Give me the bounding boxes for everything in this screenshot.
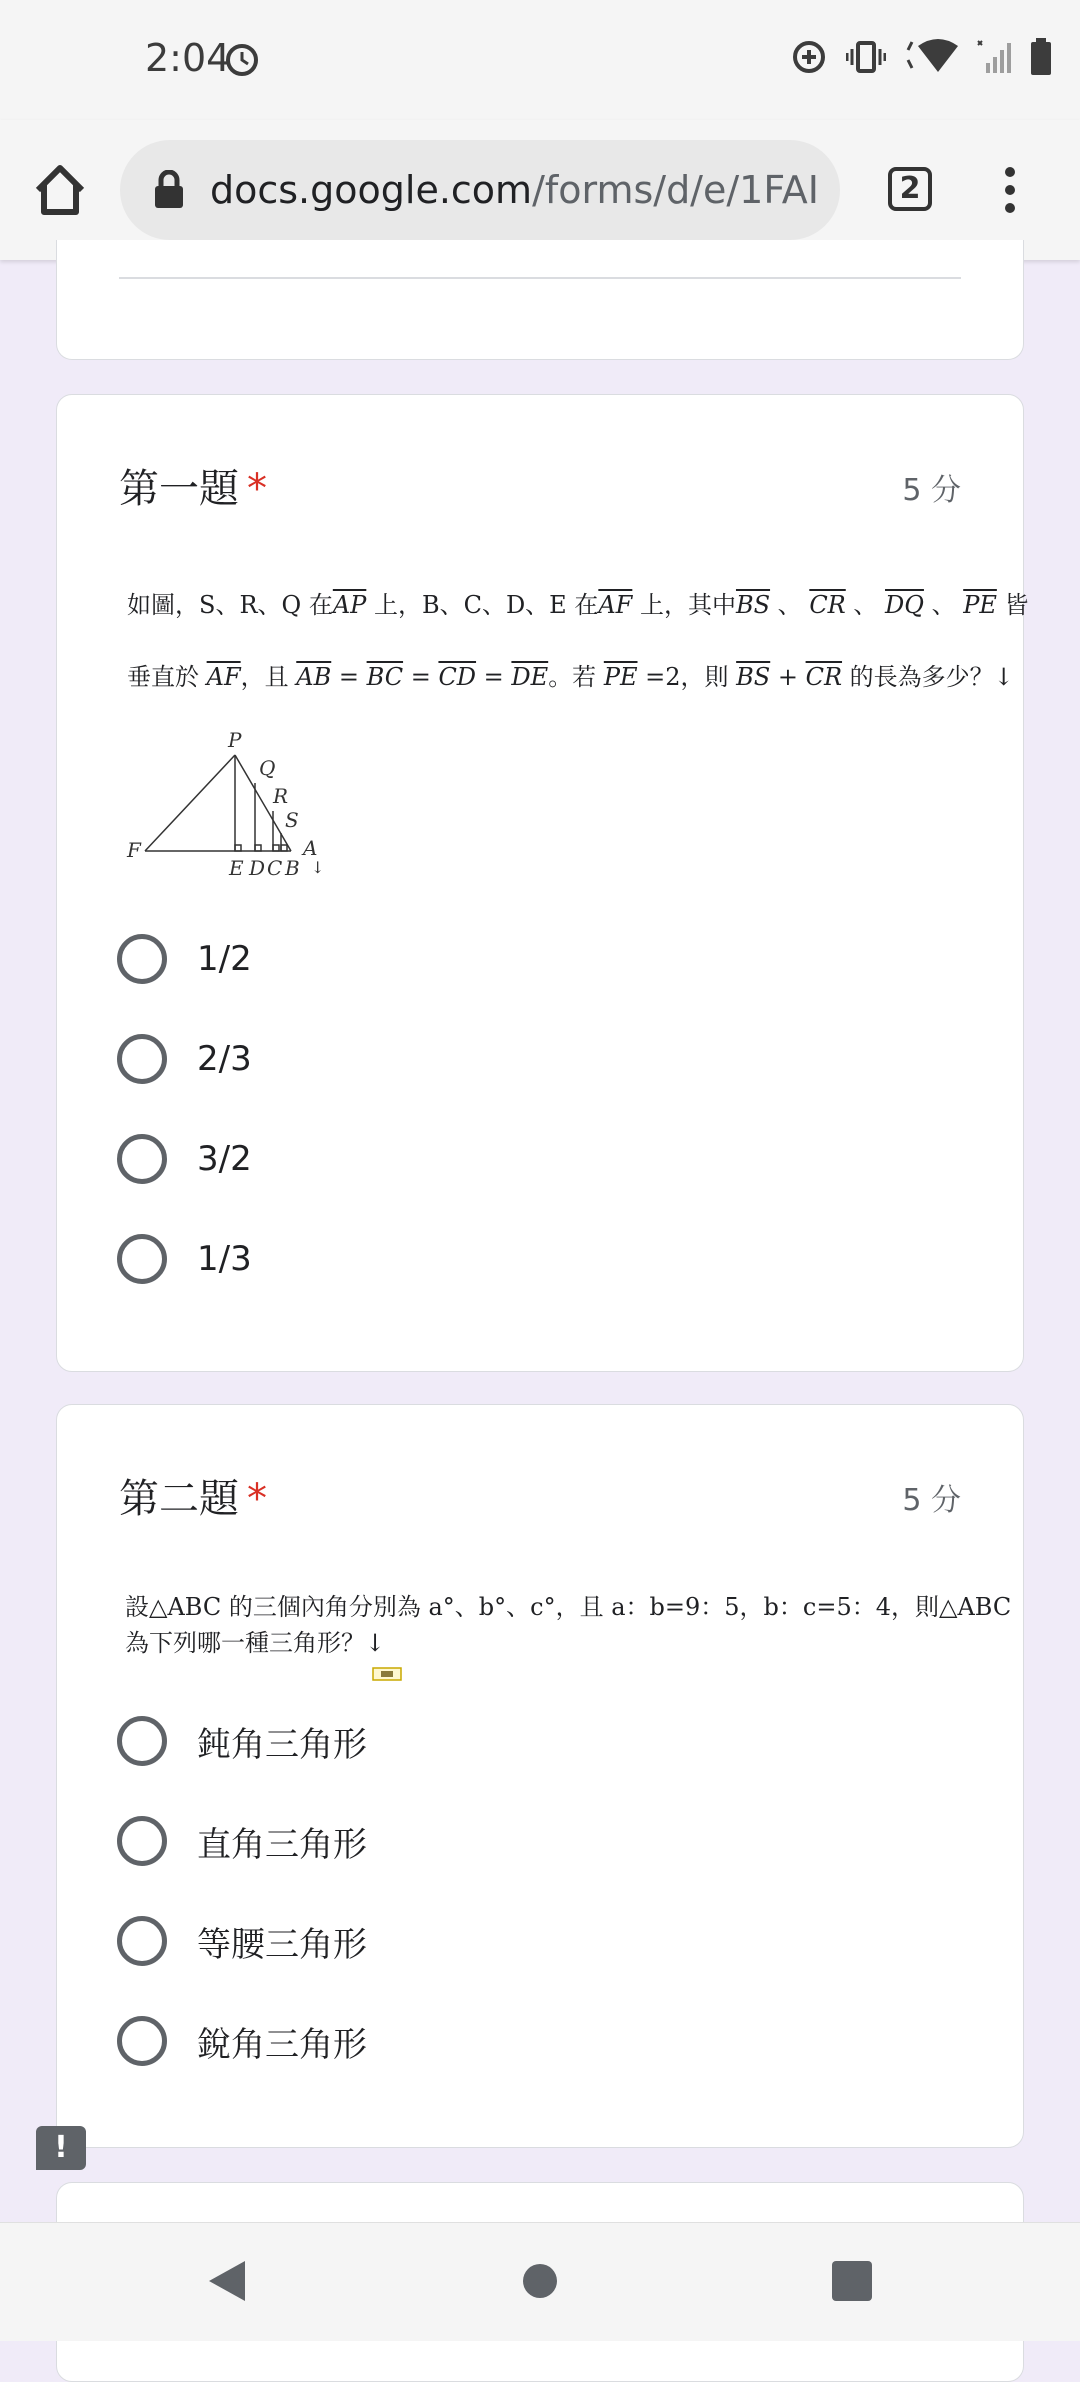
label-D: D <box>249 856 266 880</box>
question-card-2 <box>56 1404 1024 2148</box>
signal-icon <box>976 39 1012 75</box>
vibrate-icon <box>846 41 886 73</box>
label-A: A <box>303 836 318 860</box>
option-1[interactable] <box>117 1691 367 1791</box>
data-saver-icon <box>790 38 828 76</box>
previous-card <box>56 240 1024 360</box>
option-4[interactable] <box>117 1209 252 1309</box>
status-time: 2:04 <box>145 36 231 80</box>
option-label: 3/2 <box>197 1139 252 1179</box>
question-points: 5 分 <box>902 1483 961 1518</box>
option-2[interactable] <box>117 1009 252 1109</box>
radio-button[interactable] <box>117 1916 167 1966</box>
navigation-bar <box>0 2222 1080 2341</box>
radio-button[interactable] <box>117 1716 167 1766</box>
option-label: 銳角三角形 <box>197 2024 367 2065</box>
option-3[interactable] <box>117 1891 367 1991</box>
option-label: 等腰三角形 <box>197 1924 367 1965</box>
report-issue-button[interactable]: ! <box>36 2126 86 2170</box>
label-P: P <box>228 728 242 752</box>
label-E: E <box>229 856 244 880</box>
battery-icon <box>1030 38 1052 76</box>
question-points: 5 分 <box>902 473 961 508</box>
question-card-1 <box>56 394 1029 1372</box>
wifi-icon <box>904 38 958 76</box>
option-2[interactable] <box>117 1791 367 1891</box>
radio-button[interactable] <box>117 1234 167 1284</box>
option-label: 直角三角形 <box>197 1824 367 1865</box>
recent-apps-icon[interactable] <box>832 2261 872 2301</box>
question-text-line-1: 設△ABC 的三個內角分別為 a°、b°、c°，且 a：b=9：5，b：c=5：4，則△ABC <box>125 1593 1012 1621</box>
label-C: C <box>267 856 283 880</box>
url-text: docs.google.com/forms/d/e/1FAI <box>210 168 819 212</box>
option-label: 1/2 <box>197 939 252 979</box>
divider <box>119 277 961 279</box>
home-icon[interactable] <box>30 160 90 220</box>
radio-button[interactable] <box>117 934 167 984</box>
required-mark: * <box>247 1476 267 1522</box>
label-R: R <box>273 784 289 808</box>
options-group-2 <box>117 1691 367 2091</box>
question-text-line-2: 垂直於 $\overline{AF}$，且 $\overline{AB} = \overline{BC} = \overline{CD} = \overline{DE}$。若 $\overline{PE} =2$，則 $\overline{BS} + \overline{CR}$ 的長為多少？↓ <box>127 663 1014 691</box>
radio-button[interactable] <box>117 1034 167 1084</box>
address-bar[interactable] <box>120 140 840 240</box>
option-label: 2/3 <box>197 1039 252 1079</box>
option-label: 鈍角三角形 <box>197 1724 367 1765</box>
back-icon[interactable] <box>205 2259 247 2303</box>
label-F: F <box>127 838 141 862</box>
embedded-object-icon <box>372 1667 402 1681</box>
label-B: B <box>285 856 300 880</box>
status-icons <box>790 38 1052 76</box>
option-3[interactable] <box>117 1109 252 1209</box>
option-4[interactable] <box>117 1991 367 2091</box>
question-title: 第二題 * <box>119 1476 267 1522</box>
radio-button[interactable] <box>117 1816 167 1866</box>
status-bar <box>0 0 1080 120</box>
question-text-line-1: 如圖，S、R、Q 在$\overline{AP}$ 上，B、C、D、E 在$\overline{AF}$ 上，其中$\overline{BS}$ 、 $\overline{CR}$ 、 $\overline{DQ}$ 、 $\overline{PE}$ 皆 <box>127 591 1029 619</box>
lock-icon <box>154 170 184 208</box>
browser-toolbar <box>0 120 1080 260</box>
options-group-1 <box>117 909 252 1309</box>
radio-button[interactable] <box>117 2016 167 2066</box>
question-title: 第一題 * <box>119 466 267 512</box>
tab-switcher-button[interactable]: 2 <box>888 167 932 211</box>
more-menu-icon[interactable] <box>996 166 1024 214</box>
option-label: 1/3 <box>197 1239 252 1279</box>
label-arrow: ↓ <box>311 858 325 877</box>
sync-icon <box>222 40 262 80</box>
question-text-line-2: 為下列哪一種三角形？↓ <box>125 1629 386 1657</box>
option-1[interactable] <box>117 909 252 1009</box>
label-Q: Q <box>259 756 276 780</box>
geometry-figure <box>125 725 385 895</box>
home-nav-icon[interactable] <box>522 2263 558 2299</box>
required-mark: * <box>247 466 267 512</box>
radio-button[interactable] <box>117 1134 167 1184</box>
label-S: S <box>285 808 299 832</box>
